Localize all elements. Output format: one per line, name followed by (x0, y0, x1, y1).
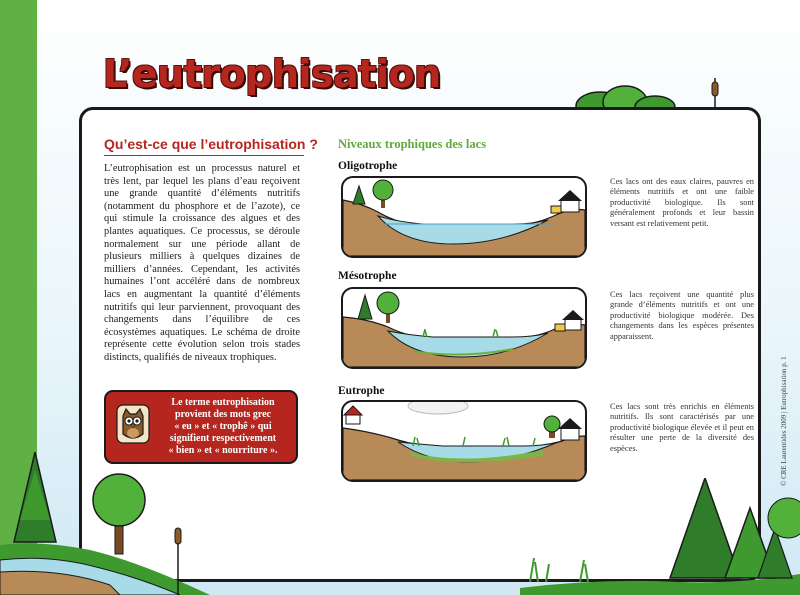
owl-icon (116, 404, 150, 444)
note-line-3: « eu » et « trophê » qui (174, 421, 272, 432)
page-title: L’eutrophisation (103, 52, 441, 96)
note-line-2: provient des mots grec (174, 409, 271, 420)
level-description-mesotrophe: Ces lacs reçoivent une quantité plus grande d’éléments nutritifs et ont une productivité biologique modérée. Des changements dans les espèces présentes apparaissent. (610, 290, 754, 341)
note-line-5: « bien » et « nourriture ». (168, 445, 278, 456)
trophic-levels-heading: Niveaux trophiques des lacs (338, 137, 487, 151)
level-description-oligotrophe: Ces lacs ont des eaux claires, pauvres en éléments nutritifs et ont une faible productivité biologique. Ils sont généralement profonds et leur bassin versant est relativement petit. (610, 177, 754, 228)
note-line-4: signifient respectivement (169, 433, 277, 444)
level-name-oligotrophe: Oligotrophe (338, 160, 398, 172)
lake-illustration-mesotrophe (341, 287, 587, 369)
level-description-eutrophe: Ces lacs sont très enrichis en éléments nutritifs. Ils sont caractérisés par une productivité biologique élevée et il peut en résulter une perte de la diversité des espèces. (610, 402, 754, 453)
lake-illustration-eutrophe (341, 400, 587, 482)
copyright-text: © CRE Laurentides 2009 | Eutrophisation p. 1 (780, 356, 788, 486)
intro-paragraph: L’eutrophisation est un processus naturel et très lent, par lequel les plans d’eau reçoivent une grande quantité d’éléments nutritifs (notamment du phosphore et de l’azote), ce qui stimule la croissance des algues et des plantes aquatiques. Ce processus, se déroule normalement sur une période allant de plusieurs milliers à quelques dizaines de milliers d’années. Cependant, les activités humaines l’ont accéléré dans de nombreux lacs en augmentant la quantité d’éléments nutritifs qui leur parviennent, provoquant des changements dans l’équilibre de ces écosystèmes aquatiques. Le schéma de droite représente cette évolution selon trois stades distincts, qualifiés de niveaux trophiques. (104, 163, 300, 363)
level-name-mesotrophe: Mésotrophe (338, 270, 397, 282)
intro-heading-underline (104, 155, 304, 156)
landscape-bottom-left-illustration (0, 450, 210, 595)
etymology-note-text (152, 397, 294, 457)
lake-illustration-oligotrophe (341, 176, 587, 258)
level-name-eutrophe: Eutrophe (338, 385, 385, 397)
intro-heading: Qu’est-ce que l’eutrophisation ? (104, 136, 318, 152)
note-line-1: Le terme eutrophisation (171, 397, 275, 408)
landscape-bottom-right-illustration (520, 478, 800, 595)
